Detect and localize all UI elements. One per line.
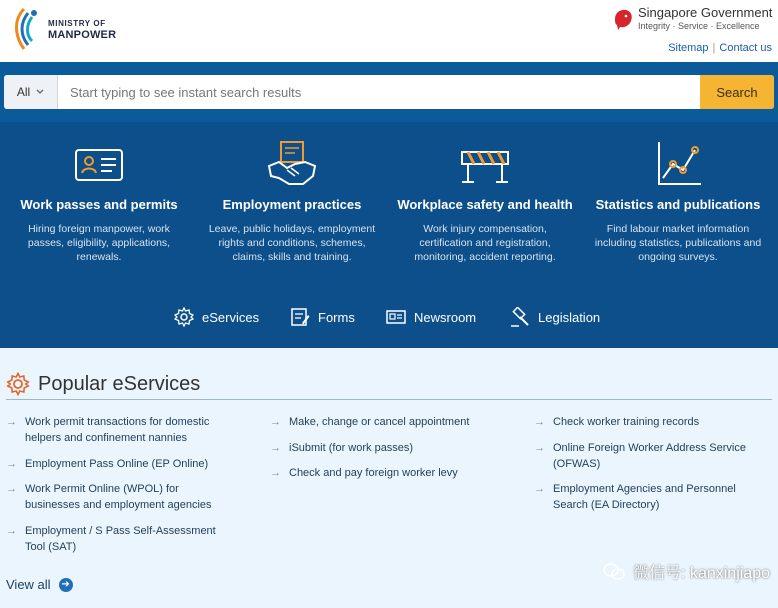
search-input[interactable] — [60, 75, 700, 109]
line-chart-icon — [651, 140, 705, 190]
gear-icon — [6, 372, 30, 396]
eservice-link[interactable] — [6, 523, 235, 555]
arrow-right-icon: → — [6, 458, 17, 470]
eservice-link[interactable] — [534, 481, 763, 513]
logo-text-line1: MINISTRY OF — [48, 19, 106, 28]
arrow-right-icon: → — [270, 467, 281, 479]
eservice-link-label: Make, change or cancel appointment — [289, 416, 470, 428]
view-all-label: View all — [6, 577, 51, 592]
wechat-icon — [603, 563, 625, 581]
contact-us-link[interactable]: Contact us — [719, 42, 772, 54]
singapore-government-brand[interactable] — [612, 5, 772, 35]
category-description: Find labour market information including statistics, publications and ongoing surveys. — [594, 223, 762, 263]
eservice-link[interactable] — [6, 414, 235, 446]
gov-title: Singapore Government — [638, 5, 773, 20]
category-title: Employment practices — [222, 197, 362, 212]
search-scope-value: All — [16, 85, 31, 99]
eservice-link-label: iSubmit (for work passes) — [289, 442, 414, 454]
category-description: Leave, public holidays, employment rights and conditions, schemes, claims, skills and training. — [208, 223, 376, 263]
arrow-right-icon: → — [6, 525, 17, 537]
barrier-icon — [458, 140, 512, 190]
site-header — [0, 0, 778, 62]
chevron-down-icon — [36, 89, 44, 95]
mom-logo[interactable] — [6, 5, 116, 55]
arrow-right-icon: → — [534, 442, 545, 454]
eservice-link[interactable] — [534, 414, 763, 430]
watermark-text: 微信号: kanxinjiapo — [633, 565, 770, 582]
quick-link-label: eServices — [202, 309, 260, 325]
search-button[interactable]: Search — [700, 75, 774, 109]
mom-logo-mark-icon — [6, 5, 42, 55]
quick-link-forms[interactable] — [290, 305, 355, 329]
quick-link-label: Newsroom — [414, 309, 477, 325]
arrow-right-icon: → — [6, 483, 17, 495]
eservice-link[interactable] — [270, 440, 499, 456]
category-description: Hiring foreign manpower, work passes, eligibility, applications, renewals. — [27, 223, 171, 263]
arrow-circle-right-icon: ➔ — [59, 578, 73, 592]
eservice-link-label: Work permit transactions for domestic helpers and confinement nannies — [25, 416, 210, 444]
popular-eservices-title: Popular eServices — [38, 372, 201, 395]
eservice-link-label: Online Foreign Worker Address Service (OFWAS) — [553, 442, 746, 470]
quick-link-label: Legislation — [538, 309, 601, 325]
id-card-icon — [72, 140, 126, 190]
arrow-right-icon: → — [270, 442, 281, 454]
lion-head-icon — [612, 7, 634, 31]
eservice-link-label: Employment Pass Online (EP Online) — [25, 458, 209, 470]
sitemap-link[interactable]: Sitemap — [668, 42, 709, 54]
search-scope-dropdown[interactable] — [4, 75, 58, 109]
category-description: Work injury compensation, certification and registration, monitoring, accident reporting. — [414, 223, 556, 263]
newspaper-icon — [386, 307, 406, 327]
category-title: Workplace safety and health — [397, 197, 573, 212]
quick-link-eservices[interactable] — [174, 305, 259, 329]
top-links — [668, 42, 772, 54]
arrow-right-icon: → — [534, 483, 545, 495]
section-divider — [6, 399, 772, 400]
wechat-watermark — [603, 560, 770, 583]
eservice-link[interactable] — [6, 456, 235, 472]
view-all-link[interactable] — [6, 577, 73, 592]
handshake-icon — [265, 140, 319, 190]
category-title: Work passes and permits — [20, 197, 178, 212]
eservice-link-label: Employment Agencies and Personnel Search (EA Directory) — [553, 483, 736, 511]
gov-tagline: Integrity · Service · Excellence — [638, 21, 760, 31]
quick-link-newsroom[interactable] — [386, 305, 476, 329]
eservice-link-label: Check and pay foreign worker levy — [289, 467, 458, 479]
popular-eservices-header — [6, 372, 200, 396]
eservice-link-label: Employment / S Pass Self-Assessment Tool (SAT) — [25, 525, 216, 553]
gavel-icon — [510, 307, 530, 327]
eservice-link-label: Work Permit Online (WPOL) for businesses and employment agencies — [25, 483, 212, 511]
arrow-right-icon: → — [270, 416, 281, 428]
quick-link-label: Forms — [318, 309, 355, 325]
form-icon — [290, 307, 310, 327]
eservice-link[interactable] — [270, 414, 499, 430]
eservice-link[interactable] — [6, 481, 235, 513]
eservice-link[interactable] — [270, 465, 499, 481]
gear-icon — [174, 307, 194, 327]
arrow-right-icon: → — [6, 416, 17, 428]
search-bar — [4, 75, 774, 109]
arrow-right-icon: → — [534, 416, 545, 428]
category-title: Statistics and publications — [595, 197, 761, 212]
logo-text-line2: MANPOWER — [48, 29, 117, 41]
eservice-link-label: Check worker training records — [553, 416, 700, 428]
link-separator: | — [712, 42, 716, 54]
quick-link-legislation[interactable] — [510, 305, 600, 329]
eservice-link[interactable] — [534, 440, 763, 472]
